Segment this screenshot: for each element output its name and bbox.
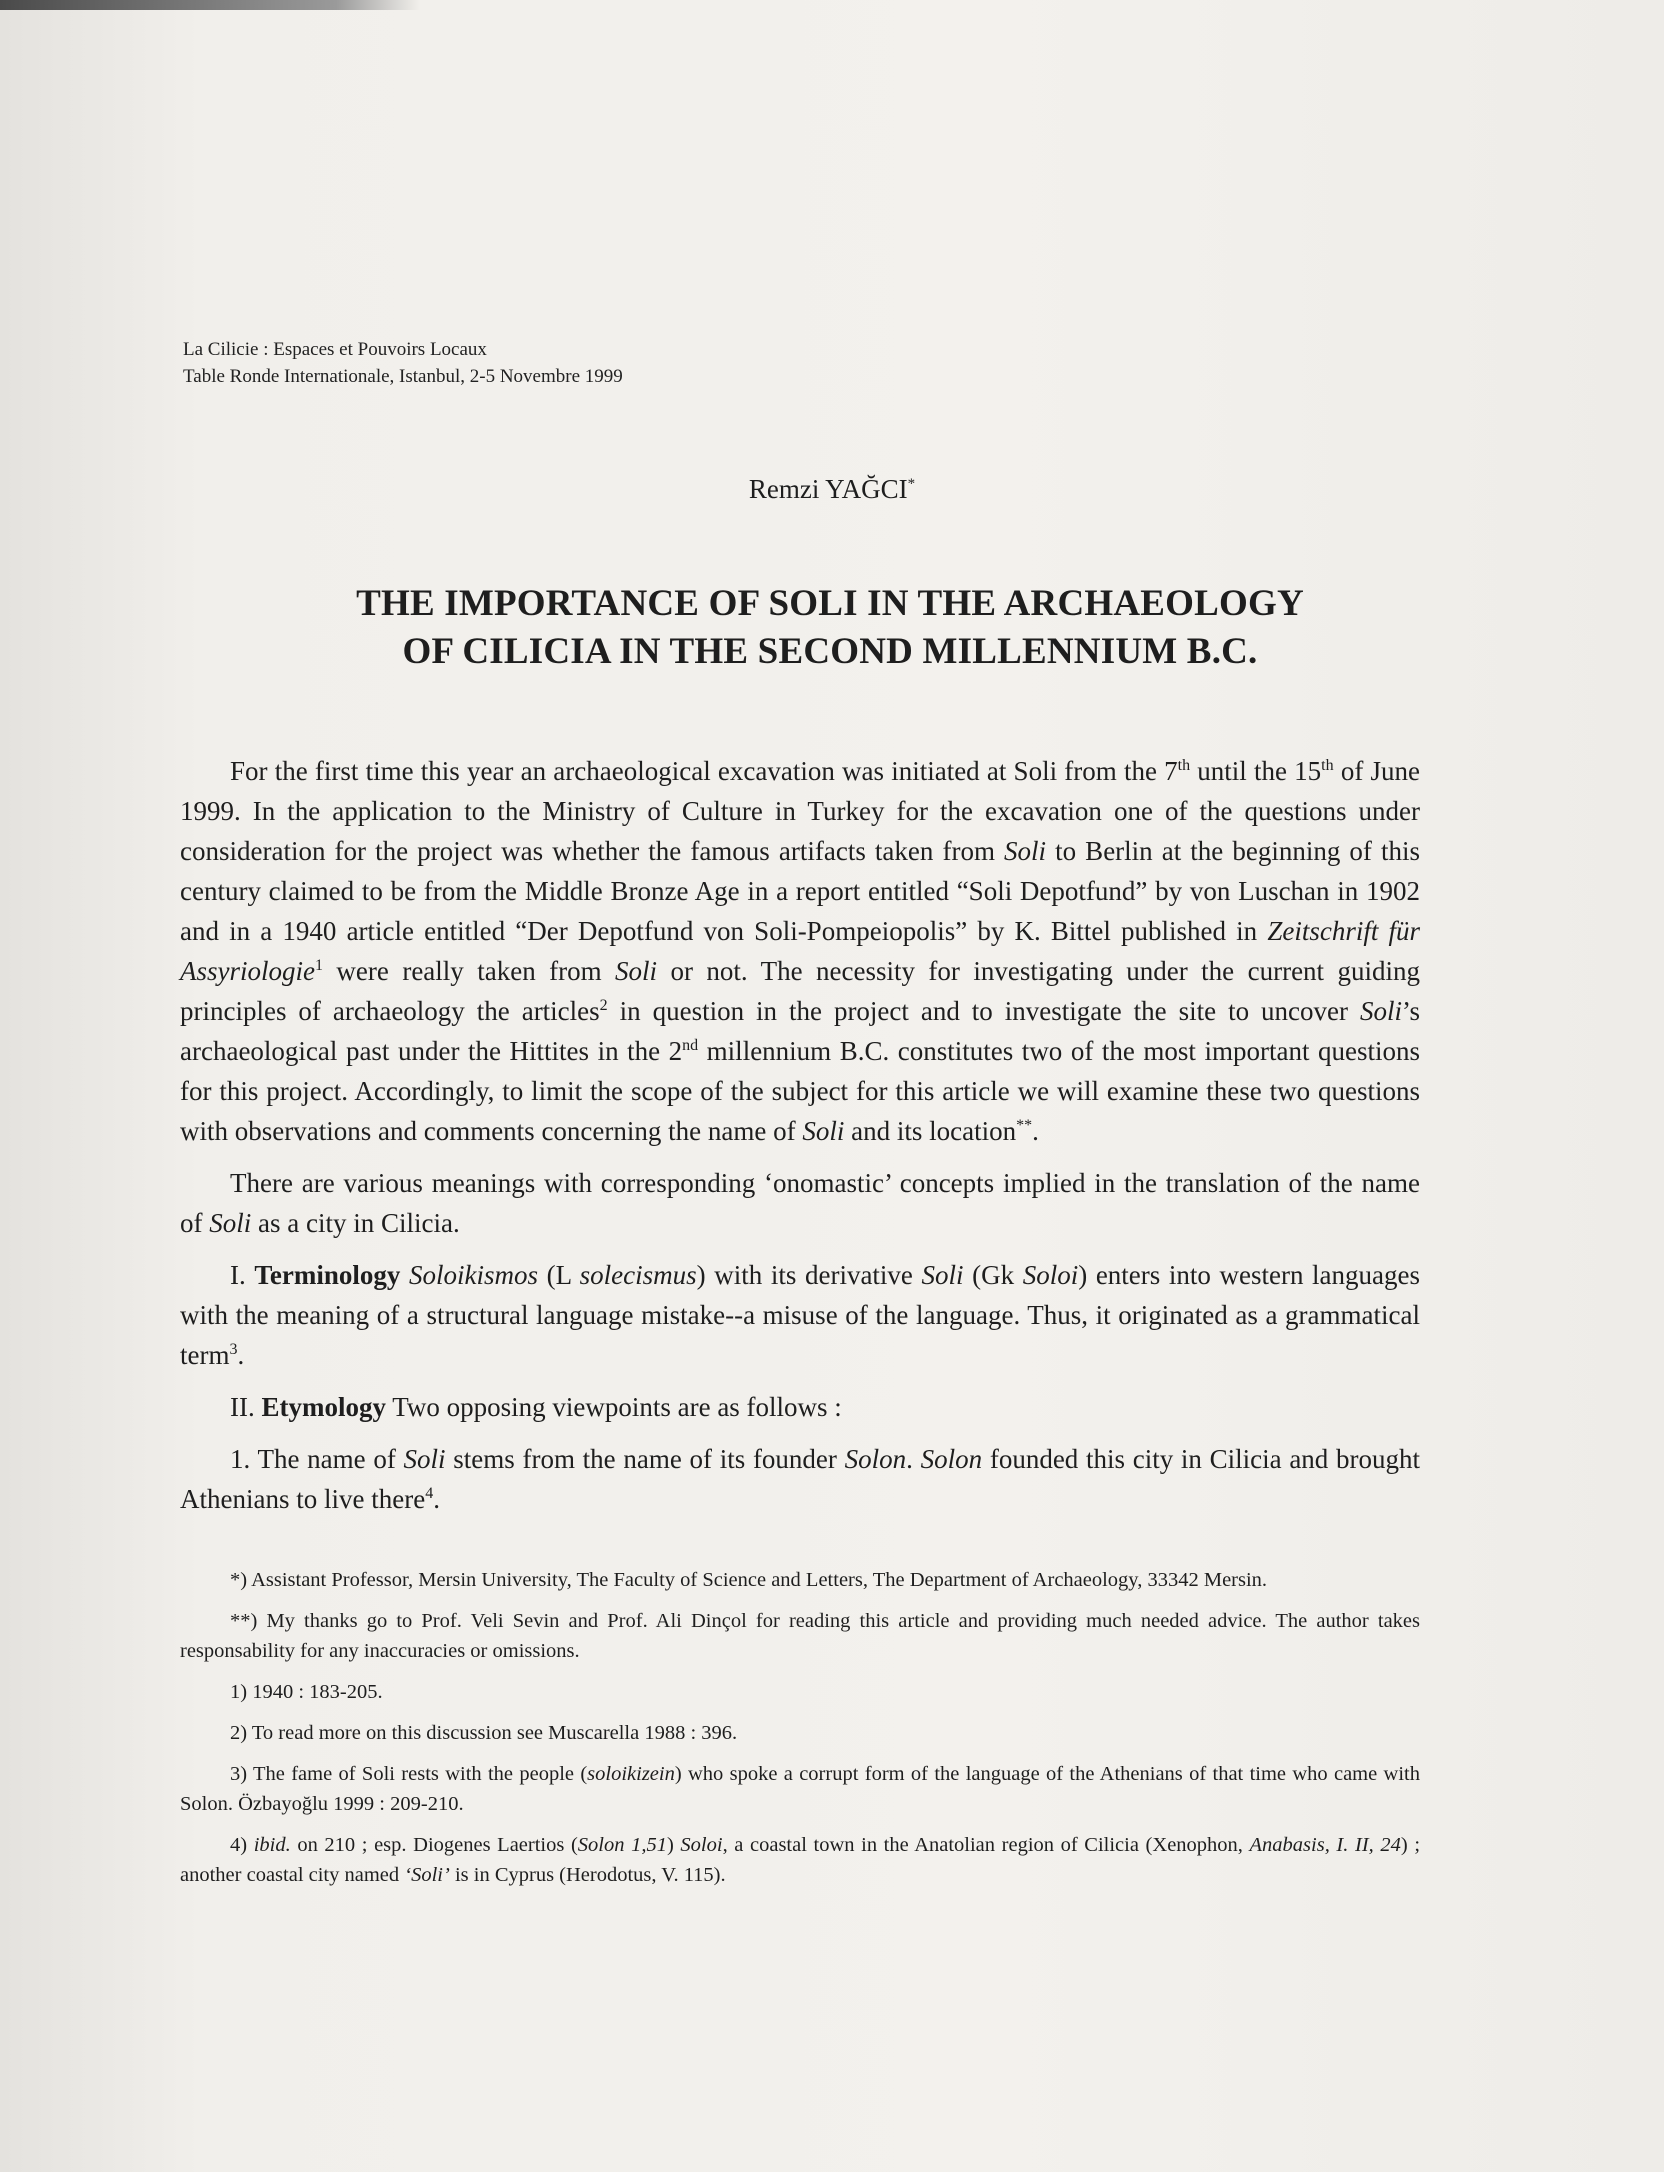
footnote-ref: ** [1016, 1117, 1033, 1134]
italic-term: Soloikismos [408, 1260, 538, 1290]
scan-edge [0, 0, 420, 10]
italic-term: Solon [920, 1444, 983, 1474]
text-run: There are various meanings with corresponding ‘onomastic’ concepts implied in the translation of the name of [180, 1168, 1420, 1238]
section-term: Terminology [254, 1260, 401, 1290]
text-run: I. [230, 1260, 255, 1290]
superscript: nd [682, 1037, 699, 1054]
italic-term: Soli [921, 1260, 964, 1290]
paragraph-viewpoint-1 [180, 1439, 1420, 1519]
text-run: 3) The fame of Soli rests with the people ( [230, 1763, 588, 1785]
text-run: stems from the name of its founder [445, 1444, 845, 1474]
section-term: Etymology [261, 1392, 386, 1422]
italic-term: Soli [615, 956, 658, 986]
paragraph-2 [180, 1163, 1420, 1243]
footnote-author: *) Assistant Professor, Mersin University, The Faculty of Science and Letters, The Department of Archaeology, 33342 Mersin. [230, 1569, 1268, 1591]
text-run: . [237, 1340, 245, 1370]
paragraph-1 [180, 751, 1420, 1151]
text-run: ’s archaeological past under the Hittites in the 2 [180, 996, 1420, 1066]
text-run: (L [537, 1260, 580, 1290]
italic-term: Soli [1359, 996, 1402, 1026]
text-run: . [433, 1484, 440, 1514]
italic-term: Anabasis, I. II, 24 [1249, 1834, 1401, 1856]
text-run: ) enters into western languages with the meaning of a structural language mistake--a misuse of the language. Thus, it originated as a grammatical term [180, 1260, 1421, 1370]
conference-details: Table Ronde Internationale, Istanbul, 2-5 Novembre 1999 [183, 366, 623, 387]
article-title [180, 580, 1480, 676]
italic-term: Soloi [1022, 1260, 1079, 1290]
text-run: on 210 ; esp. Diogenes Laertios ( [290, 1834, 578, 1856]
title-line-2: OF CILICIA IN THE SECOND MILLENNIUM B.C. [402, 631, 1258, 672]
author-name [0, 474, 1664, 505]
text-run: II. [230, 1392, 262, 1422]
text-run: ) who spoke a corrupt form of the language of the Athenians of that time who came with Solon. Özbayoğlu 1999 : 209-210. [180, 1763, 1420, 1815]
italic-term: Soli [802, 1116, 845, 1146]
text-run: to Berlin at the beginning of this century claimed to be from the Middle Bronze Age in a report entitled “Soli Depotfund” by von Luschan in 1902 and in a 1940 article entitled “Der Depotfund von Soli-Pompeiopolis” by K. Bittel published in [180, 836, 1420, 946]
text-run: 1. The name of [230, 1444, 404, 1474]
footnote-4 [180, 1830, 1420, 1890]
text-run: or not. The necessity for investigating under the current guiding principles of archaeology the articles [180, 956, 1420, 1026]
superscript: th [1177, 757, 1191, 774]
text-run: Two opposing viewpoints are as follows : [385, 1392, 842, 1422]
text-run: ) with its derivative [696, 1260, 922, 1290]
paragraph-etymology [180, 1387, 1420, 1427]
italic-term: ‘Soli’ [404, 1864, 450, 1886]
italic-term: Soli [209, 1208, 252, 1238]
conference-title: La Cilicie : Espaces et Pouvoirs Locaux [183, 339, 487, 360]
italic-term: Solon [844, 1444, 907, 1474]
footnote-ref: 3 [229, 1341, 238, 1358]
conference-header [183, 336, 623, 390]
text-run: ) ; another coastal city named [180, 1834, 1421, 1886]
author-footnote-mark: * [907, 476, 916, 492]
text-run [400, 1260, 409, 1290]
footnote-2: 2) To read more on this discussion see Muscarella 1988 : 396. [230, 1722, 738, 1744]
journal-name: Zeitschrift für Assyriologie [180, 916, 1421, 986]
text-run: . [906, 1444, 921, 1474]
text-run: until the 15 [1190, 756, 1322, 786]
text-run: For the first time this year an archaeological excavation was initiated at Soli from the 7 [230, 756, 1178, 786]
italic-term: Soli [403, 1444, 446, 1474]
article-body [180, 751, 1420, 1531]
paragraph-terminology [180, 1255, 1420, 1375]
italic-term: Soli [1004, 836, 1047, 866]
text-run: as a city in Cilicia. [251, 1208, 460, 1238]
footnote-thanks: **) My thanks go to Prof. Veli Sevin and Prof. Ali Dinçol for reading this article and providing much needed advice. The author takes responsability for any inaccuracies or omissions. [180, 1610, 1420, 1662]
text-run: millennium B.C. constitutes two of the most important questions for this project. Accordingly, to limit the scope of the subject for this article we will examine these two questions with observations and comments concerning the name of [180, 1036, 1420, 1146]
italic-term: solecismus [579, 1260, 697, 1290]
footnote-ref: 1 [315, 957, 323, 974]
text-run: . [1032, 1116, 1039, 1146]
title-line-1: THE IMPORTANCE OF SOLI IN THE ARCHAEOLOGY [356, 583, 1304, 624]
italic-term: Solon 1,51 [577, 1834, 667, 1856]
text-run: ) [666, 1834, 681, 1856]
text-run: is in Cyprus (Herodotus, V. 115). [449, 1864, 726, 1886]
text-run: were really taken from [323, 956, 616, 986]
footnote-1: 1) 1940 : 183-205. [230, 1681, 383, 1703]
footnote-3 [180, 1759, 1420, 1819]
footnote-ref: 4 [425, 1485, 434, 1502]
text-run: 4) [230, 1834, 254, 1856]
text-run: (Gk [963, 1260, 1023, 1290]
footnote-ref: 2 [599, 997, 608, 1014]
footnotes [180, 1565, 1420, 1901]
italic-term: soloikizein [587, 1763, 675, 1785]
author-text: Remzi YAĞCI [748, 474, 908, 504]
text-run: in question in the project and to investigate the site to uncover [607, 996, 1360, 1026]
text-run: and its location [844, 1116, 1017, 1146]
text-run: of June 1999. In the application to the Ministry of Culture in Turkey for the excavation one of the questions under consideration for the project was whether the famous artifacts taken from [180, 756, 1420, 866]
italic-term: ibid. [253, 1834, 291, 1856]
text-run: founded this city in Cilicia and brought Athenians to live there [180, 1444, 1421, 1514]
italic-term: Soloi [680, 1834, 723, 1856]
superscript: th [1321, 757, 1334, 774]
text-run: , a coastal town in the Anatolian region of Cilicia (Xenophon, [722, 1834, 1250, 1856]
